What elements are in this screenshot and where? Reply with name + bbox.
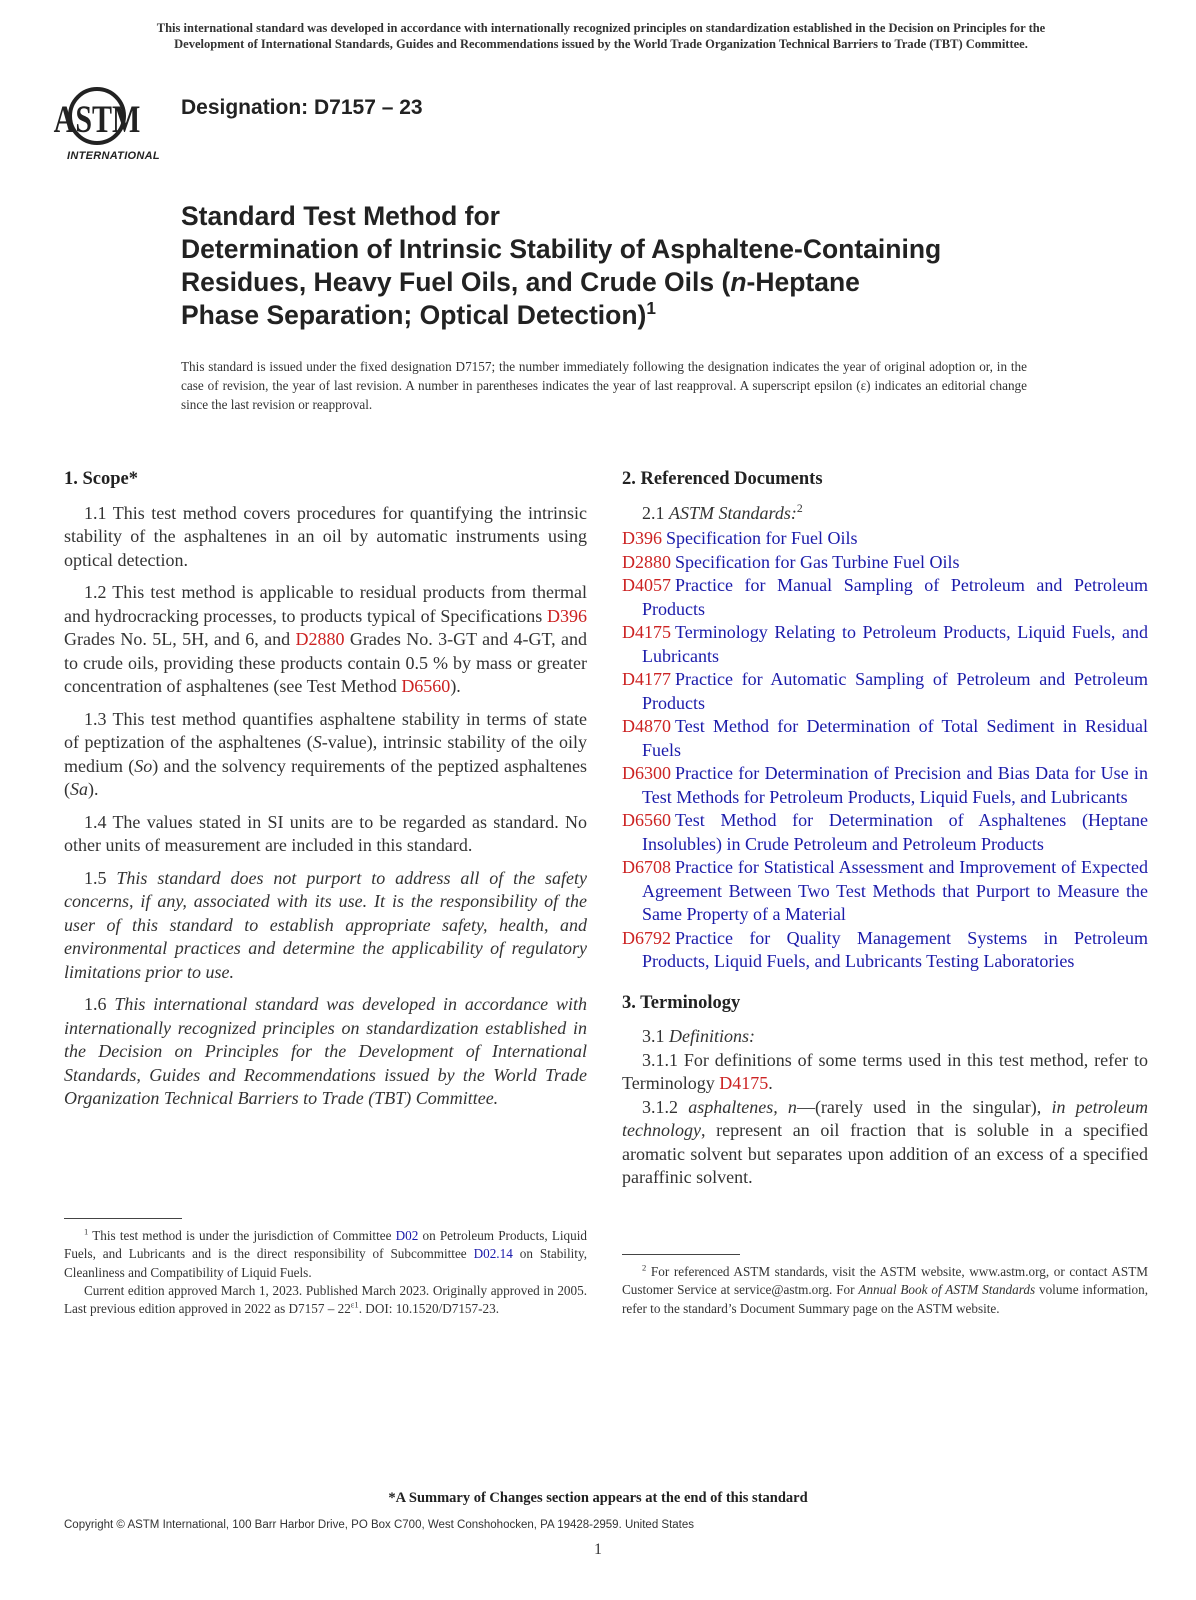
reference-item (622, 927, 1148, 974)
logo-international-label: INTERNATIONAL (67, 150, 160, 162)
left-column (64, 468, 587, 1120)
reference-code-link[interactable]: D6560 (622, 810, 671, 830)
reference-title-link[interactable]: Practice for Quality Management Systems in Petroleum Products, Liquid Fuels, and Lubricants Testing Laboratories (642, 927, 1148, 971)
reference-item (622, 621, 1148, 668)
reference-code-link[interactable]: D6792 (622, 927, 671, 948)
reference-item (622, 856, 1148, 927)
terminology-3-1-2: 3.1.2 asphaltenes, n—(rarely used in the singular), in petroleum technology, represent an oil fraction that is soluble in a specified aromatic solvent but separates upon addition of an excess of a specified paraffinic solvent. (622, 1096, 1148, 1187)
scope-1-1: 1.1 This test method covers procedures for quantifying the intrinsic stability of the asphaltenes in an oil by automatic instruments using optical detection. (64, 502, 587, 570)
designation: Designation: D7157 – 23 (181, 96, 423, 119)
reference-title-link[interactable]: Practice for Manual Sampling of Petroleum and Petroleum Products (642, 575, 1148, 619)
link-d2880[interactable]: D2880 (295, 629, 345, 649)
scope-1-6: 1.6 This international standard was developed in accordance with internationally recognized principles on standardization established in the Decision on Principles for the Development of International Standards, Guides and Recommendations issued by the World Trade Organization Technical Barriers to Trade (TBT) Committee. (64, 994, 587, 1108)
scope-heading: 1. Scope* (64, 469, 138, 489)
reference-code-link[interactable]: D4175 (622, 622, 671, 642)
scope-1-2: 1.2 This test method is applicable to residual products from thermal and hydrocracking processes, to products typical of Specifications D396 Grades No. 5L, 5H, and 6, and D2880 Grades No. 3-GT and 4-GT, and to crude oils, providing these products contain 0.5 % by mass or greater concentration of asphaltenes (see Test Method D6560). (64, 582, 587, 696)
terminology-3-1: 3.1 Definitions: (642, 1026, 755, 1046)
referenced-documents-heading: 2. Referenced Documents (622, 469, 823, 489)
reference-code-link[interactable]: D396 (622, 528, 662, 548)
reference-title-link[interactable]: Terminology Relating to Petroleum Products, Liquid Fuels, and Lubricants (642, 622, 1148, 666)
reference-code-link[interactable]: D4870 (622, 716, 671, 736)
reference-title-link[interactable]: Specification for Gas Turbine Fuel Oils (675, 551, 960, 572)
reference-title-link[interactable]: Test Method for Determination of Asphaltenes (Heptane Insolubles) in Crude Petroleum and Petroleum Products (642, 810, 1148, 854)
link-d4175[interactable]: D4175 (719, 1073, 769, 1093)
title-line-4: Phase Separation; Optical Detection)$^1$ (181, 298, 656, 330)
link-d02-14[interactable]: D02.14 (473, 1246, 513, 1262)
link-d02[interactable]: D02 (395, 1228, 419, 1243)
notice-line-2: Development of International Standards, Guides and Recommendations issued by the World Trade Organization Technical Barriers to Trade (TBT) Committee. (174, 37, 1028, 51)
scope-1-5: 1.5 This standard does not purport to address all of the safety concerns, if any, associated with its use. It is the responsibility of the user of this standard to establish appropriate safety, health, and environmental practices and determine the applicability of regulatory limitations prior to use. (64, 867, 588, 982)
reference-item (622, 551, 1148, 575)
reference-list (622, 527, 1148, 974)
reference-title-link[interactable]: Practice for Statistical Assessment and Improvement of Expected Agreement Between Two Test Methods that Purport to Measure the Same Property of a Material (642, 857, 1148, 924)
reference-item (622, 715, 1148, 762)
reference-item (622, 668, 1148, 715)
reference-code-link[interactable]: D6708 (622, 857, 671, 877)
page-number: 1 (594, 1541, 602, 1558)
reference-item (622, 762, 1148, 809)
reference-title-link[interactable]: Test Method for Determination of Total Sediment in Residual Fuels (642, 716, 1148, 760)
right-column (622, 468, 1148, 1190)
reference-item (622, 574, 1148, 621)
scope-1-4: 1.4 The values stated in SI units are to be regarded as standard. No other units of measurement are included in this standard. (64, 811, 587, 855)
development-notice (60, 20, 1142, 52)
copyright-notice: Copyright © ASTM International, 100 Barr Harbor Drive, PO Box C700, West Conshohocken, PA 19428-2959. United States (64, 1519, 695, 1531)
reference-title-link[interactable]: Specification for Fuel Oils (666, 528, 858, 548)
terminology-3-1-1: 3.1.1 For definitions of some terms used in this test method, refer to Terminology D4175. (622, 1049, 1148, 1093)
footnote-1: $^1$ This test method is under the jurisdiction of Committee D02 on Petroleum Products, Liquid Fuels, and Lubricants and is the direct responsibility of Subcommittee D02.14 on Stability, Cleanliness and Compatibility of Liquid Fuels. Current edition approved March 1, 2023. Published March 2023. Originally approved in 2005. Last previous edition approved in 2022 as $D7157 - 22^{\varepsilon 1}$. DOI: 10.1520/D7157-23. (64, 1226, 587, 1317)
footnote-rule-left (64, 1218, 182, 1219)
notice-line-1: This international standard was developed in accordance with internationally recognized principles on standardization established in the Decision on Principles for the (156, 21, 1046, 35)
terminology-heading: 3. Terminology (622, 992, 741, 1013)
link-d396[interactable]: D396 (547, 605, 587, 626)
footnote-rule-right (622, 1254, 740, 1255)
title-footnote-mark: 1 (646, 298, 656, 319)
reference-code-link[interactable]: D4177 (622, 669, 671, 689)
link-d6560[interactable]: D6560 (401, 676, 451, 696)
document-title (181, 200, 1081, 332)
title-line-3: Residues, Heavy Fuel Oils, and Crude Oils (n-Heptane (181, 267, 860, 297)
reference-code-link[interactable]: D4057 (622, 575, 671, 595)
reference-item (622, 527, 1148, 551)
logo-text: ASTM (53, 97, 141, 141)
reference-item (622, 809, 1148, 856)
issue-note: This standard is issued under the fixed designation D7157; the number immediately following the designation indicates the year of original adoption or, in the case of revision, the year of last revision. A number in parentheses indicates the year of last reapproval. A superscript epsilon (ε) indicates an editorial change since the last revision or reapproval. (181, 359, 1027, 412)
scope-1-3: 1.3 This test method quantifies asphaltene stability in terms of state of peptization of the asphaltenes (S-value), intrinsic stability of the oily medium (So) and the solvency requirements of the peptized asphaltenes (Sa). (64, 708, 587, 799)
title-line-1: Standard Test Method for (181, 201, 500, 231)
summary-of-changes-note: *A Summary of Changes section appears at the end of this standard (388, 1490, 808, 1506)
title-line-2: Determination of Intrinsic Stability of Asphaltene-Containing (181, 234, 942, 264)
reference-title-link[interactable]: Practice for Determination of Precision and Bias Data for Use in Test Methods for Petroleum Products, Liquid Fuels, and Lubricants (642, 763, 1148, 807)
reference-title-link[interactable]: Practice for Automatic Sampling of Petroleum and Petroleum Products (642, 669, 1148, 713)
reference-code-link[interactable]: D6300 (622, 763, 671, 783)
reference-code-link[interactable]: D2880 (622, 551, 671, 572)
footnote-2: $^2$ For referenced ASTM standards, visit the ASTM website, www.astm.org, or contact ASTM Customer Service at service@astm.org. For Annual Book of ASTM Standards volume information, refer to the standard’s Document Summary page on the ASTM website. (622, 1262, 1148, 1316)
astm-standards-subheading: 2.1 ASTM Standards:$^2$ (642, 501, 803, 523)
